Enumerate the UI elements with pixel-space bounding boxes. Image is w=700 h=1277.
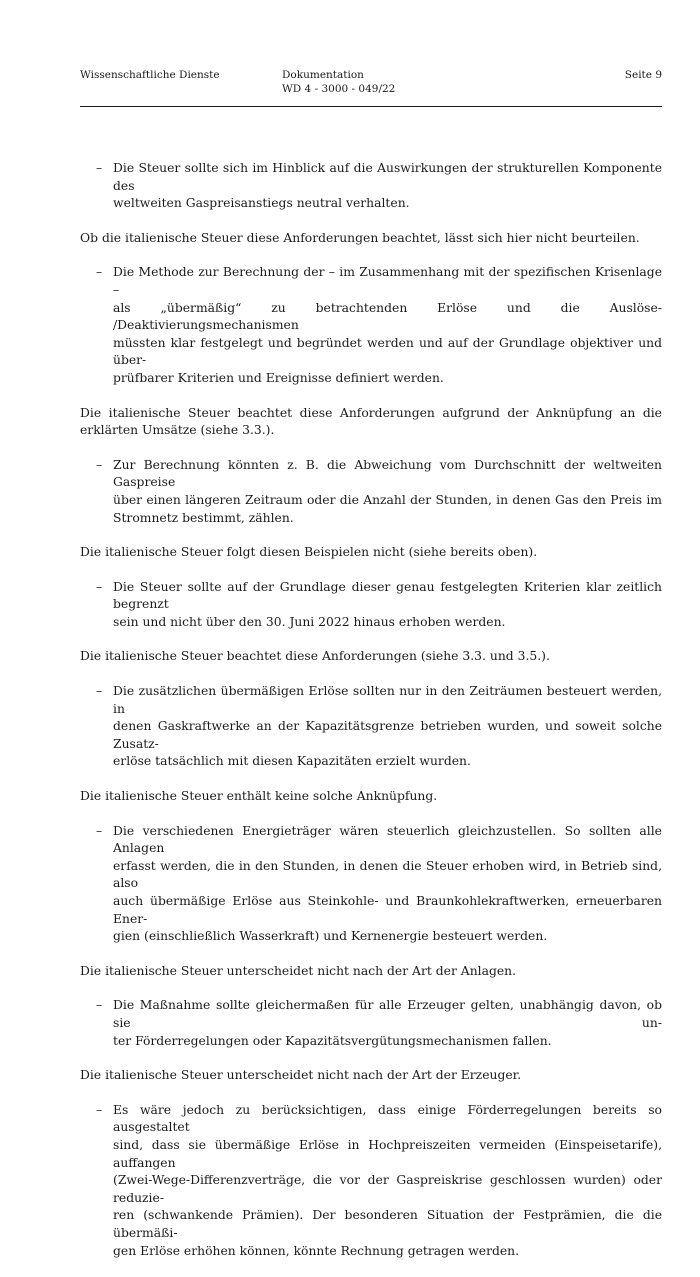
bullet-text — [113, 683, 662, 771]
bullet-item — [80, 683, 662, 771]
bullet-line: sind, dass sie übermäßige Erlöse in Hochpreiszeiten vermeiden (Einspeisetarife), auffangen — [113, 1137, 662, 1170]
assessment-paragraph: Die italienische Steuer beachtet diese Anforderungen aufgrund der Anknüpfung an die erklärten Umsätze (siehe 3.3.). — [80, 405, 662, 438]
dash-bullet-marker: – — [96, 823, 103, 838]
header-divider — [80, 106, 662, 107]
bullet-item — [80, 457, 662, 527]
assessment-paragraph: Die italienische Steuer folgt diesen Beispielen nicht (siehe bereits oben). — [80, 545, 538, 560]
bullet-item — [80, 160, 662, 213]
bullet-line: als „übermäßig“ zu betrachtenden Erlöse und die Auslöse- /Deaktivierungsmechanismen — [113, 300, 662, 333]
bullet-text — [113, 997, 662, 1050]
bullet-line: weltweiten Gaspreisanstiegs neutral verhalten. — [113, 196, 410, 211]
bullet-line: Es wäre jedoch zu berücksichtigen, dass einige Förderregelungen bereits so ausgestaltet — [113, 1102, 662, 1135]
bullet-line: Die verschiedenen Energieträger wären steuerlich gleichzustellen. So sollten alle Anlagen — [113, 823, 662, 856]
bullet-text — [113, 160, 662, 213]
header-doc-id: WD 4 - 3000 - 049/22 — [282, 82, 396, 95]
bullet-item — [80, 579, 662, 632]
dash-bullet-marker: – — [96, 684, 103, 699]
bullet-line: denen Gaskraftwerke an der Kapazitätsgrenze betrieben wurden, und soweit solche Zusatz- — [113, 719, 662, 751]
bullet-line: (Zwei-Wege-Differenzverträge, die vor der Gaspreiskrise geschlossen wurden) oder reduzie- — [113, 1173, 662, 1205]
bullet-line: ter Förderregelungen oder Kapazitätsvergütungsmechanismen fallen. — [113, 1033, 552, 1048]
bullet-item — [80, 1102, 662, 1260]
bullet-line: gen Erlöse erhöhen können, könnte Rechnung getragen werden. — [113, 1243, 520, 1258]
bullet-item — [80, 264, 662, 387]
bullet-line: sein und nicht über den 30. Juni 2022 hinaus erhoben werden. — [113, 614, 506, 629]
bullet-line: Die Steuer sollte auf der Grundlage dieser genau festgelegten Kriterien klar zeitlich begrenzt — [113, 579, 662, 612]
header-doc-type: Dokumentation — [282, 69, 364, 81]
page-header — [80, 69, 662, 109]
bullet-line: auch übermäßige Erlöse aus Steinkohle- und Braunkohlekraftwerken, erneuerbaren Ener- — [113, 894, 662, 926]
bullet-line: Die Methode zur Berechnung der – im Zusammenhang mit der spezifischen Krisenlage – — [113, 265, 662, 297]
bullet-line: ren (schwankende Prämien). Der besonderen Situation der Festprämien, die die übermäßi- — [113, 1208, 662, 1240]
assessment-paragraph: Die italienische Steuer unterscheidet nicht nach der Art der Erzeuger. — [80, 1068, 522, 1083]
dash-bullet-marker: – — [96, 998, 103, 1013]
bullet-line: über einen längeren Zeitraum oder die Anzahl der Stunden, in denen Gas den Preis im — [113, 492, 662, 507]
bullet-line: erlöse tatsächlich mit diesen Kapazitäten erzielt wurden. — [113, 754, 471, 769]
header-organization: Wissenschaftliche Dienste — [80, 69, 220, 81]
assessment-paragraph: Die italienische Steuer unterscheidet nicht nach der Art der Anlagen. — [80, 963, 517, 978]
header-document-info — [282, 69, 395, 96]
bullet-text — [113, 579, 662, 632]
bullet-text — [113, 823, 662, 946]
header-page-number: Seite 9 — [624, 69, 662, 81]
dash-bullet-marker: – — [96, 161, 103, 175]
bullet-item — [80, 823, 662, 946]
bullet-line: Stromnetz bestimmt, zählen. — [113, 510, 294, 525]
bullet-line: Die Maßnahme sollte gleichermaßen für alle Erzeuger gelten, unabhängig davon, ob sie un- — [113, 998, 662, 1030]
dash-bullet-marker: – — [96, 457, 103, 472]
bullet-item — [80, 997, 662, 1050]
bullet-text — [113, 1102, 662, 1260]
assessment-paragraph: Ob die italienische Steuer diese Anforderungen beachtet, lässt sich hier nicht beurteilen. — [80, 230, 640, 245]
dash-bullet-marker: – — [96, 1102, 103, 1117]
bullet-line: erfasst werden, die in den Stunden, in denen die Steuer erhoben wird, in Betrieb sind, also — [113, 858, 662, 891]
bullet-line: müssten klar festgelegt und begründet werden und auf der Grundlage objektiver und über- — [113, 335, 662, 368]
dash-bullet-marker: – — [96, 265, 103, 280]
bullet-line: Die zusätzlichen übermäßigen Erlöse sollten nur in den Zeiträumen besteuert werden, in — [113, 684, 662, 716]
bullet-line: gien (einschließlich Wasserkraft) und Kernenergie besteuert werden. — [113, 929, 548, 944]
dash-bullet-marker: – — [96, 579, 103, 594]
document-body — [80, 160, 662, 1277]
bullet-line: Zur Berechnung könnten z. B. die Abweichung vom Durchschnitt der weltweiten Gaspreise — [113, 457, 662, 490]
bullet-text — [113, 457, 662, 527]
assessment-paragraph: Die italienische Steuer enthält keine solche Anknüpfung. — [80, 789, 438, 804]
bullet-line: Die Steuer sollte sich im Hinblick auf die Auswirkungen der strukturellen Komponente des — [113, 161, 662, 193]
assessment-paragraph: Die italienische Steuer beachtet diese Anforderungen (siehe 3.3. und 3.5.). — [80, 649, 550, 664]
bullet-text — [113, 264, 662, 387]
bullet-line: prüfbarer Kriterien und Ereignisse definiert werden. — [113, 370, 444, 385]
